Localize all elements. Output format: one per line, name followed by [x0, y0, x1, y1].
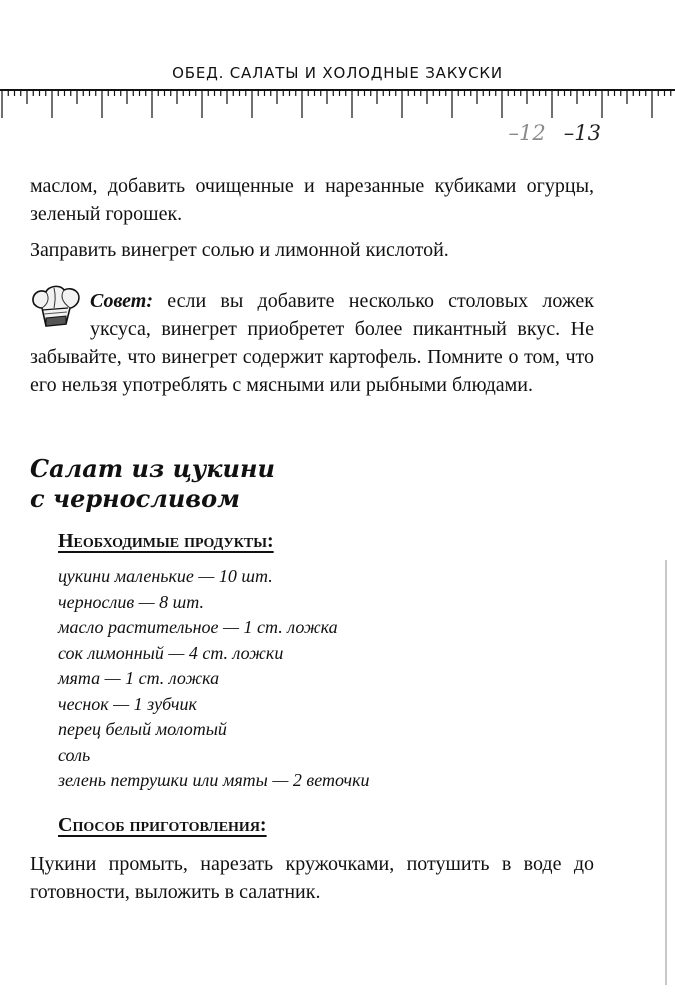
ingredient-item: чеснок — 1 зубчик	[58, 693, 197, 714]
ingredient-item: масло растительное — 1 ст. ложка	[58, 617, 338, 637]
ingredient-item: чернослив — 8 шт.	[58, 591, 204, 612]
ingredients-heading: Необходимые продукты:	[58, 530, 274, 552]
running-header: ОБЕД. САЛАТЫ И ХОЛОДНЫЕ ЗАКУСКИ	[172, 64, 503, 82]
ingredient-item: сок лимонный — 4 ст. ложки	[58, 642, 284, 663]
page-edge-rule	[665, 560, 667, 985]
ingredient-item: зелень петрушки или мяты — 2 веточки	[58, 770, 370, 790]
ingredient-item: мята — 1 ст. ложка	[58, 668, 220, 688]
ingredient-item: соль	[58, 744, 91, 765]
ingredients-list	[58, 564, 369, 794]
tip-label: Совет:	[90, 290, 153, 312]
time-from: –12	[508, 121, 546, 145]
tip-body: если вы добавите несколько столовых ложек уксуса, винегрет приобретет более пикантный вкус. Не забывайте, что винегрет содержит картофель. Помните о том, что его нельзя употреблять с мясными или рыбными блюдами.	[30, 290, 594, 396]
recipe-title	[30, 454, 275, 514]
intro-paragraph-1: маслом, добавить очищенные и нарезанные кубиками огурцы, зеленый горошек.	[30, 175, 594, 225]
recipe-title-line-1: Салат из цукини	[30, 454, 275, 483]
time-to: –13	[563, 121, 601, 145]
ingredient-item: перец белый молотый	[58, 719, 227, 739]
ingredient-item: цукини маленькие — 10 шт.	[58, 566, 273, 586]
intro-paragraph-2: Заправить винегрет солью и лимонной кислотой.	[30, 239, 449, 261]
method-heading: Способ приготовления:	[58, 814, 267, 836]
time-range	[509, 121, 601, 145]
recipe-title-line-2: с черносливом	[30, 484, 240, 513]
method-paragraph: Цукини промыть, нарезать кружочками, потушить в воде до готовности, выложить в салатник.	[30, 853, 594, 903]
tip-paragraph	[30, 287, 594, 399]
